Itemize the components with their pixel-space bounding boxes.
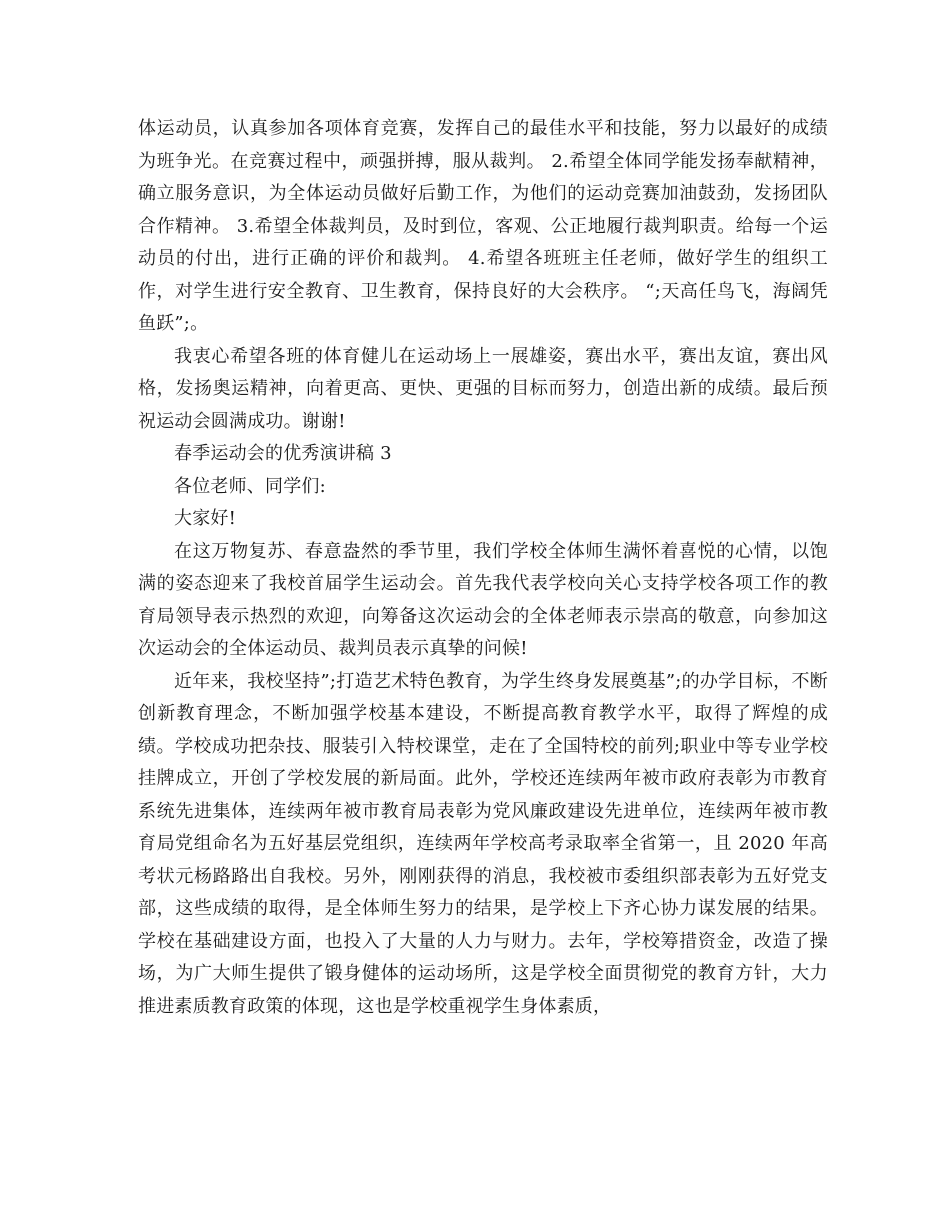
salutation: 各位老师、同学们: bbox=[174, 475, 326, 497]
speech-title: 春季运动会的优秀演讲稿 3 bbox=[174, 443, 392, 464]
paragraph-opening: 在这万物复苏、春意盎然的季节里，我们学校全体师生满怀着喜悦的心情，以饱满的姿态迎来了我校首届学生运动会。首先我代表学校向关心支持学校各项工作的教育局领导表示热烈的欢迎，向筹备这次运动会的全体老师表示崇高的敬意，向参加这次运动会的全体运动员、裁判员表示真挚的问候! bbox=[138, 540, 828, 659]
document-body bbox=[138, 113, 828, 1023]
paragraph-achievements: 近年来，我校坚持”;打造艺术特色教育，为学生终身发展奠基”;的办学目标，不断创新教育理念，不断加强学校基本建设，不断提高教育教学水平，取得了辉煌的成绩。学校成功把杂技、服装引入特校课堂，走在了全国特校的前列;职业中等专业学校挂牌成立，开创了学校发展的新局面。此外，学校还连续两年被市政府表彰为市教育系统先进集体，连续两年被市教育局表彰为党风廉政建设先进单位，连续两年被市教育局党组命名为五好基层党组织，连续两年学校高考录取率全省第一，且 2020 年高考状元杨路路出自我校。另外，刚刚获得的消息，我校被市委组织部表彰为五好党支部，这些成绩的取得，是全体师生努力的结果，是学校上下齐心协力谋发展的结果。学校在基础建设方面，也投入了大量的人力与财力。去年，学校筹措资金，改造了操场，为广大师生提供了锻身健体的运动场所，这是学校全面贯彻党的教育方针，大力推进素质教育政策的体现，这也是学校重视学生身体素质， bbox=[138, 670, 828, 1017]
paragraph-continuation: 体运动员，认真参加各项体育竞赛，发挥自己的最佳水平和技能，努力以最好的成绩为班争光。在竞赛过程中，顽强拼搏，服从裁判。 2.希望全体同学能发扬奉献精神，确立服务意识，为全体运动员做好后勤工作，为他们的运动竞赛加油鼓劲，发扬团队合作精神。 3.希望全体裁判员，及时到位，客观、公正地履行裁判职责。给每一个运动员的付出，进行正确的评价和裁判。 4.希望各班班主任老师，做好学生的组织工作，对学生进行安全教育、卫生教育，保持良好的大会秩序。 “;天高任鸟飞，海阔凭鱼跃”;。 bbox=[138, 118, 828, 334]
paragraph-closing-wishes: 我衷心希望各班的体育健儿在运动场上一展雄姿，赛出水平，赛出友谊，赛出风格，发扬奥运精神，向着更高、更快、更强的目标而努力，创造出新的成绩。最后预祝运动会圆满成功。谢谢! bbox=[138, 345, 828, 432]
greeting: 大家好! bbox=[174, 508, 237, 529]
